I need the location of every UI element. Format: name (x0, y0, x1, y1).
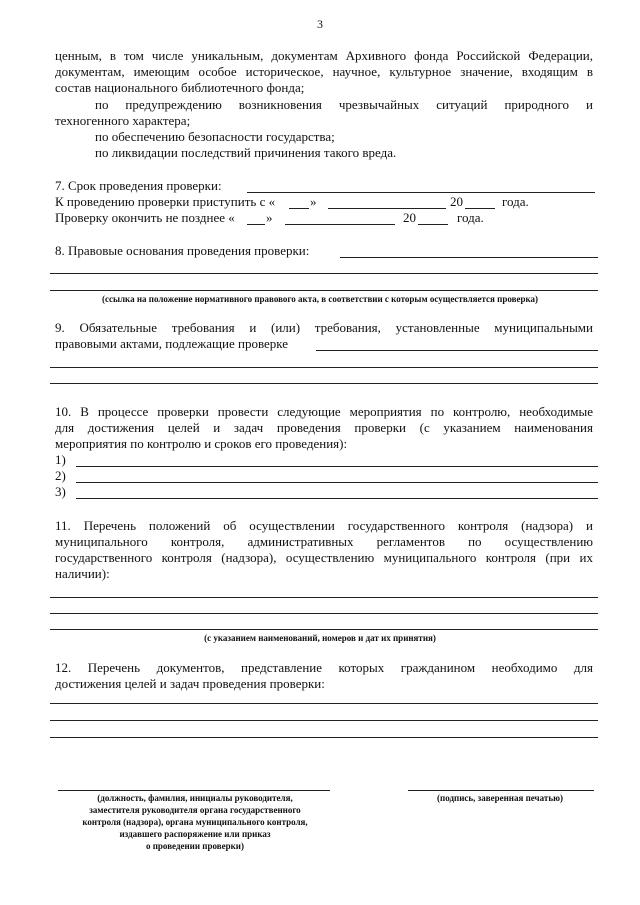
signature-left-5: о проведении проверки) (145, 841, 244, 851)
s11-line-4: наличии): (55, 566, 110, 581)
s11-line-3: государственного контроля (надзора), осуществлению муниципального контроля (при их (55, 550, 593, 565)
s10-line-3: мероприятия по контролю и сроков его проведения): (55, 436, 348, 451)
s11-line-2: муниципального контроля, административных регламентов по осуществлению (55, 534, 593, 549)
s8-field-2[interactable] (50, 273, 598, 274)
signature-field[interactable] (408, 790, 594, 791)
s7-end-year: 20 (403, 210, 416, 225)
s7-end-prefix: Проверку окончить не позднее « (55, 210, 235, 225)
s10-item-1-field[interactable] (76, 466, 598, 467)
signature-left-2: заместителя руководителя органа государственного (89, 805, 301, 815)
s10-line-1: 10. В процессе проверки провести следующие мероприятия по контролю, необходимые (55, 404, 593, 419)
signature-left-4: издавшего распоряжение или приказ (119, 829, 271, 839)
s10-item-1-label: 1) (55, 452, 66, 467)
s7-end-day-field[interactable] (247, 224, 265, 225)
s7-start-year-field[interactable] (465, 208, 495, 209)
s7-end-close: » (266, 210, 273, 225)
s11-field-1[interactable] (50, 597, 598, 598)
s8-title: 8. Правовые основания проведения проверки: (55, 243, 310, 258)
signature-left-1: (должность, фамилия, инициалы руководителя, (97, 793, 293, 803)
s12-line-1: 12. Перечень документов, представление которых гражданином необходимо для (55, 660, 593, 675)
signature-left-3: контроля (надзора), органа муниципального контроля, (82, 817, 308, 827)
s8-field-3[interactable] (50, 290, 598, 291)
s11-field-2[interactable] (50, 613, 598, 614)
s11-line-1: 11. Перечень положений об осуществлении государственного контроля (надзора) и (55, 518, 593, 533)
page-number: 3 (317, 17, 323, 31)
s11-note: (с указанием наименований, номеров и дат их принятия) (204, 633, 436, 643)
s8-field-1[interactable] (340, 257, 598, 258)
s7-start-year: 20 (450, 194, 463, 209)
s9-field-2[interactable] (50, 367, 598, 368)
s7-end-suffix: года. (457, 210, 484, 225)
s7-title: 7. Срок проведения проверки: (55, 178, 222, 193)
s7-start-prefix: К проведению проверки приступить с « (55, 194, 276, 209)
s10-item-3-field[interactable] (76, 498, 598, 499)
s7-start-month-field[interactable] (328, 208, 446, 209)
s7-end-year-field[interactable] (418, 224, 448, 225)
s9-field-1[interactable] (316, 350, 598, 351)
s7-start-day-field[interactable] (289, 208, 309, 209)
intro-line-7: по ликвидации последствий причинения такого вреда. (95, 145, 397, 160)
s12-field-2[interactable] (50, 720, 598, 721)
s12-field-3[interactable] (50, 737, 598, 738)
s10-item-3-label: 3) (55, 484, 66, 499)
intro-line-1: ценным, в том числе уникальным, документам Архивного фонда Российской Федерации, (55, 48, 593, 63)
s10-item-2-label: 2) (55, 468, 66, 483)
s9-field-3[interactable] (50, 383, 598, 384)
intro-line-6: по обеспечению безопасности государства; (95, 129, 335, 144)
s9-line-1: 9. Обязательные требования и (или) требования, установленные муниципальными (55, 320, 593, 335)
s12-field-1[interactable] (50, 703, 598, 704)
intro-line-3: состав национального библиотечного фонда; (55, 80, 305, 95)
signatory-position-field[interactable] (58, 790, 330, 791)
intro-line-2: документам, имеющим особое историческое, научное, культурное значение, входящим в (55, 64, 593, 79)
s10-item-2-field[interactable] (76, 482, 598, 483)
s9-line-2: правовыми актами, подлежащие проверке (55, 336, 289, 351)
s7-start-suffix: года. (502, 194, 529, 209)
intro-line-4: по предупреждению возникновения чрезвычайных ситуаций природного и (95, 97, 593, 112)
intro-line-5: техногенного характера; (55, 113, 191, 128)
s11-field-3[interactable] (50, 629, 598, 630)
s7-end-month-field[interactable] (285, 224, 395, 225)
s8-note: (ссылка на положение нормативного правового акта, в соответствии с которым осуществляется проверка) (101, 294, 539, 304)
s7-start-close: » (310, 194, 317, 209)
s10-line-2: для достижения целей и задач проведения проверки (с указанием наименования (55, 420, 593, 435)
s7-term-field[interactable] (247, 192, 595, 193)
signature-right: (подпись, заверенная печатью) (437, 793, 563, 803)
s12-line-2: достижения целей и задач проведения проверки: (55, 676, 325, 691)
